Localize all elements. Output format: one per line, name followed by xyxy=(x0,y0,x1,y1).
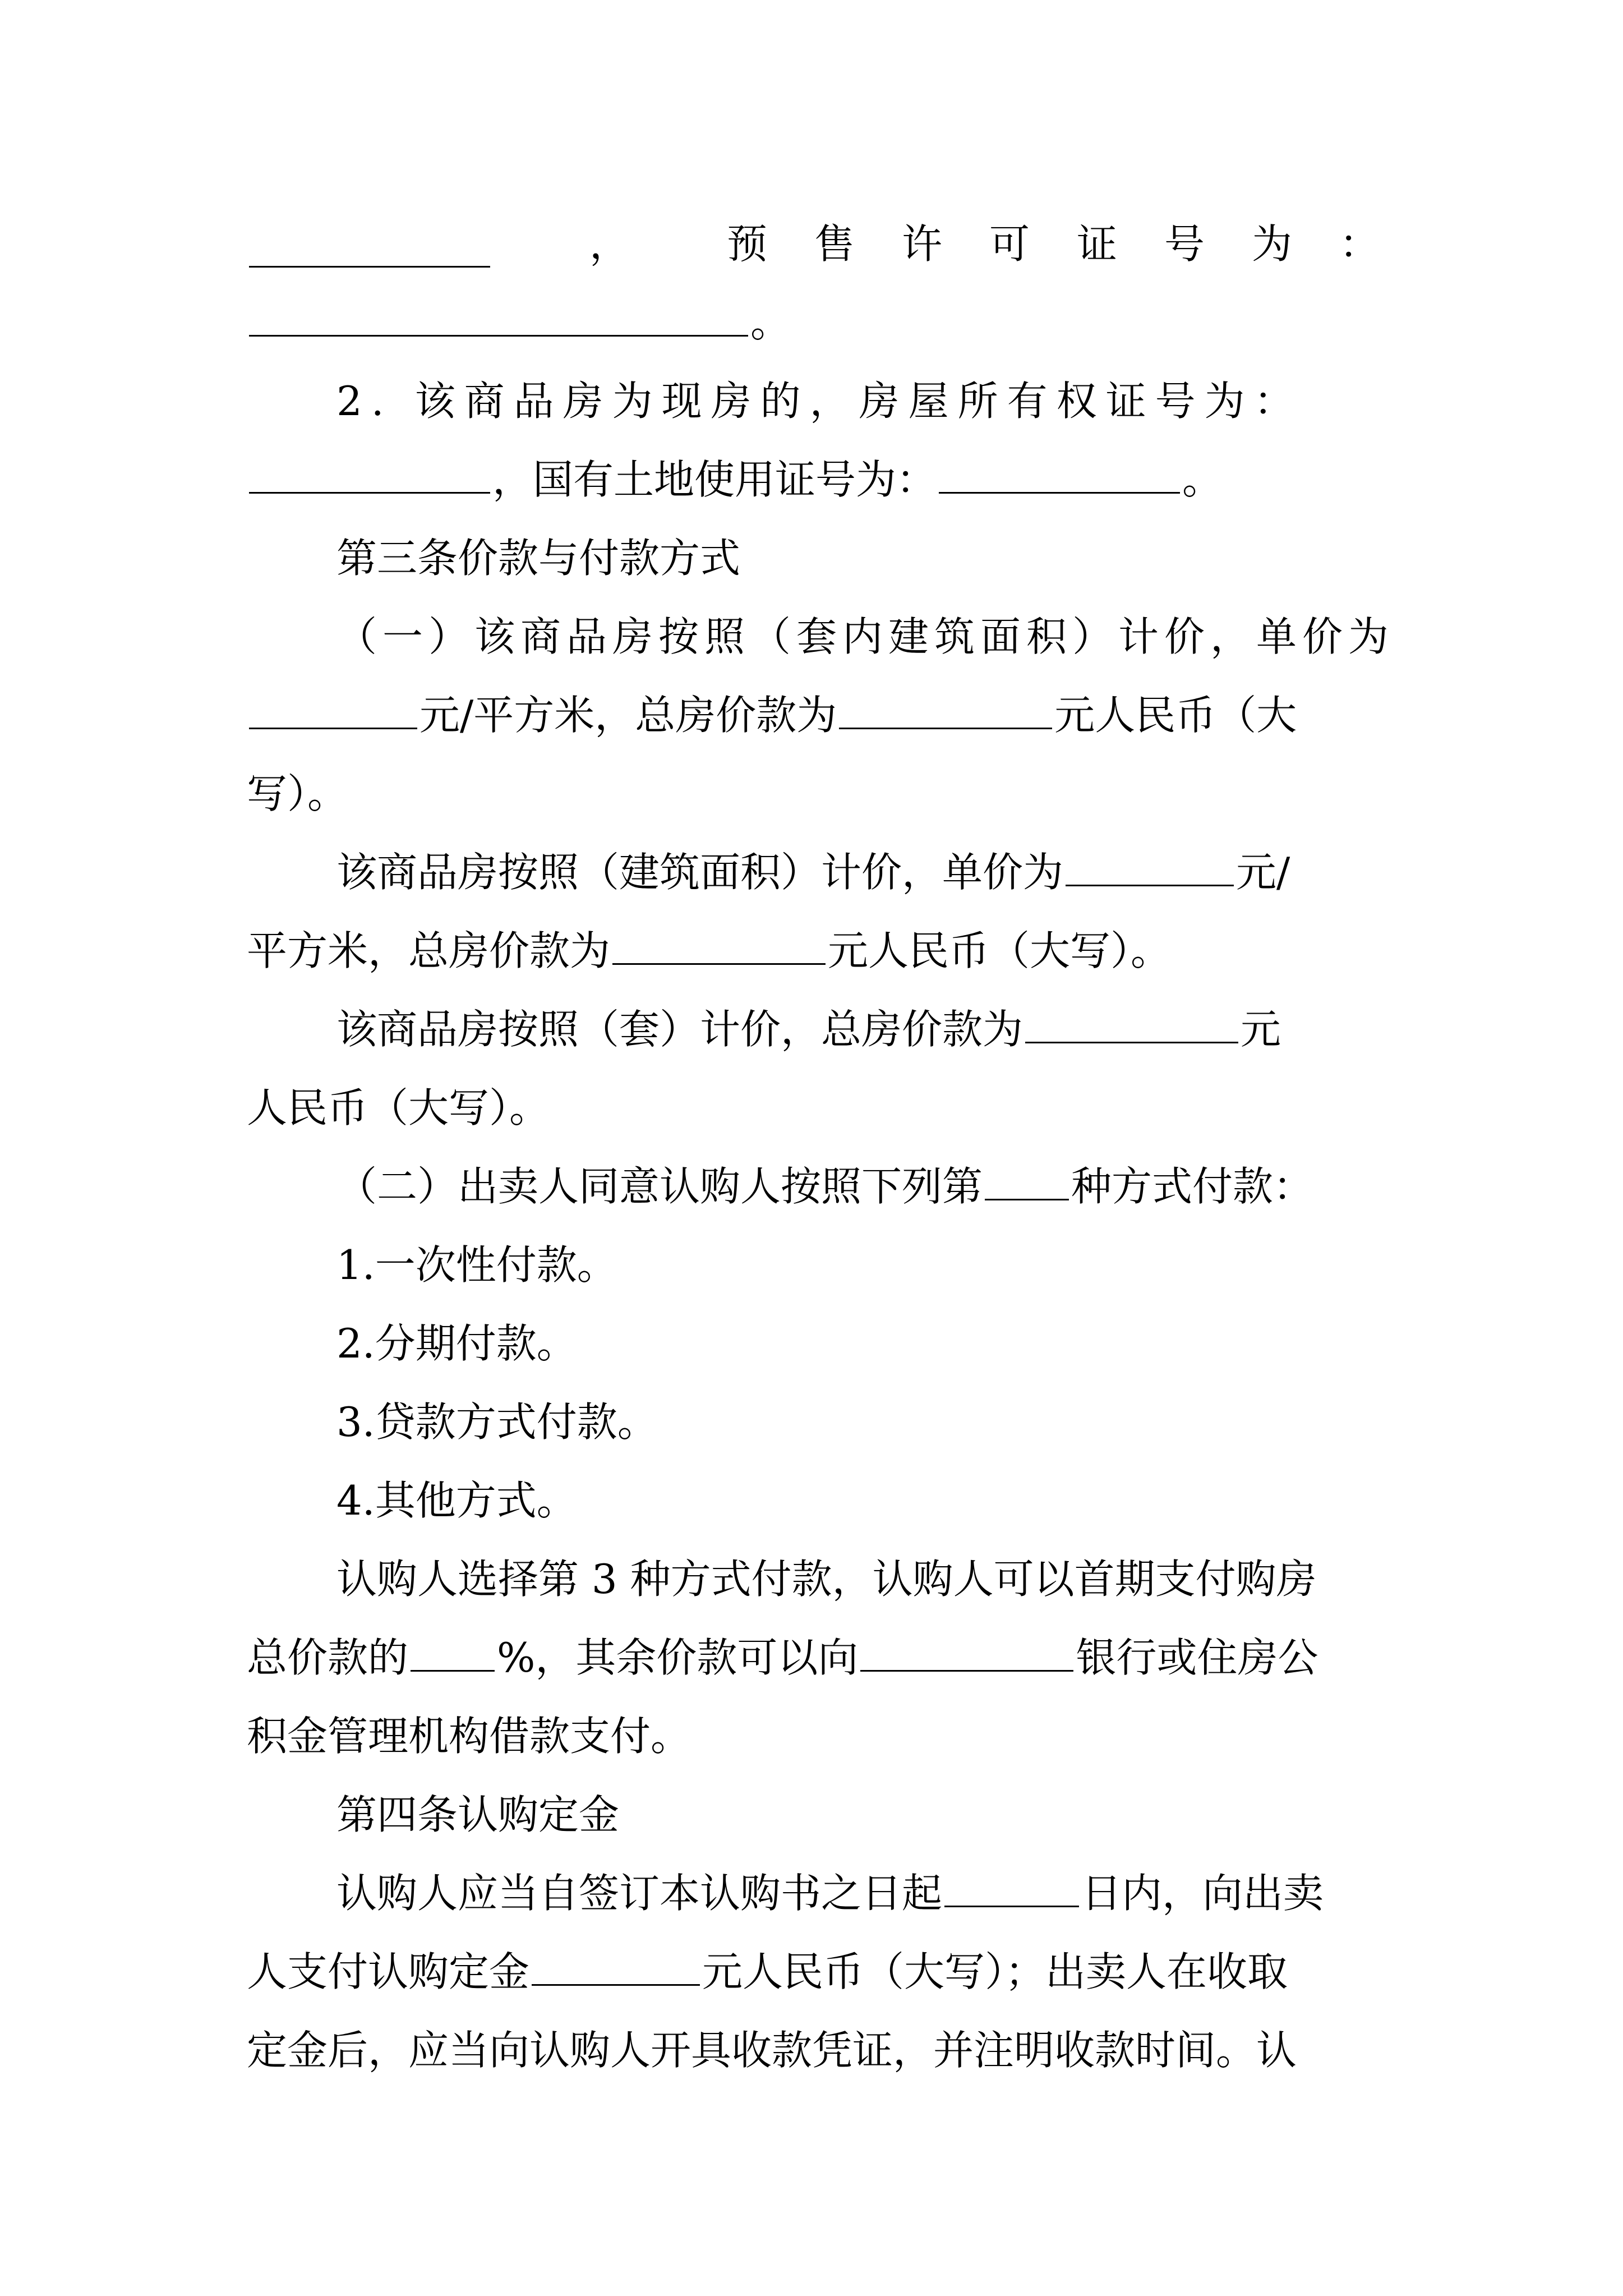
deposit-amount-text: 元人民币（大写）；出卖人在收取 xyxy=(702,1948,1288,1995)
building-unit-text: 元/ xyxy=(1236,849,1290,896)
line-price-inner-area: （一）该商品房按照（套内建筑面积）计价，单价为 xyxy=(336,613,1395,660)
per-unit-text: 该商品房按照（套）计价，总房价款为 xyxy=(336,1006,1023,1053)
line-rmb-uppercase: 人民币（大写）。 xyxy=(247,1084,550,1131)
payment-choice-text: （二）出卖人同意认购人按照下列第 xyxy=(336,1163,983,1210)
line-deposit-deadline xyxy=(336,1854,1380,1932)
building-total-text: 元人民币（大写）。 xyxy=(828,927,1172,974)
line-existing-house: 2. 该商品房为现房的，房屋所有权证号为： xyxy=(336,378,1303,425)
line-presale-number xyxy=(247,283,1380,362)
deposit-amount-label: 人支付认购定金 xyxy=(247,1948,530,1995)
payment-choice-blank xyxy=(985,1154,1069,1200)
bank-fund-text: 银行或住房公 xyxy=(1076,1634,1318,1681)
line-price-building-area xyxy=(336,833,1380,912)
payment-choice-end: 种方式付款： xyxy=(1071,1163,1314,1210)
line-uppercase-close: 写）。 xyxy=(247,770,348,817)
presale-number-blank xyxy=(249,290,748,337)
building-unit-price-blank xyxy=(1066,840,1234,886)
article-three-heading: 第三条价款与付款方式 xyxy=(336,535,741,582)
line-unit-price-total xyxy=(247,676,1380,754)
land-cert-label: ，国有土地使用证号为： xyxy=(492,456,937,503)
down-payment-percent-blank xyxy=(411,1625,495,1672)
down-payment-label: 总价款的 xyxy=(247,1634,409,1681)
land-cert-blank xyxy=(939,447,1180,494)
line-loan-choice: 认购人选择第 3 种方式付款，认购人可以首期支付购房 xyxy=(336,1556,1317,1603)
total-price-text: 元人民币（大 xyxy=(1054,692,1297,739)
unit-price-text: 元/平方米，总房价款为 xyxy=(419,692,837,739)
payment-option-2: 2.分期付款。 xyxy=(336,1320,577,1367)
total-price-blank xyxy=(839,683,1052,729)
line-payment-method-choice xyxy=(336,1147,1380,1226)
presale-blank-a xyxy=(249,221,490,268)
per-unit-total-blank xyxy=(1025,997,1238,1043)
line-building-total xyxy=(247,912,1380,990)
payment-option-3: 3.贷款方式付款。 xyxy=(336,1398,658,1446)
building-area-text: 该商品房按照（建筑面积）计价，单价为 xyxy=(336,849,1064,896)
presale-comma: ， xyxy=(589,220,630,268)
presale-permit-label: 预售许可证号为： xyxy=(726,220,1427,268)
land-cert-end: 。 xyxy=(1182,456,1223,503)
line-presale-permit xyxy=(247,205,1427,283)
line-receipt: 定金后，应当向认购人开具收款凭证，并注明收款时间。认 xyxy=(247,2027,1297,2074)
line-price-per-unit xyxy=(336,990,1380,1069)
per-unit-yuan: 元 xyxy=(1241,1006,1281,1053)
line-fund-loan: 积金管理机构借款支付。 xyxy=(247,1713,691,1760)
deposit-days-blank xyxy=(944,1861,1079,1907)
deposit-deadline-end: 日内，向出卖 xyxy=(1081,1870,1324,1917)
bank-name-blank xyxy=(860,1625,1073,1672)
line-land-cert xyxy=(247,440,1380,519)
article-four-heading: 第四条认购定金 xyxy=(336,1791,620,1838)
presale-number-end: 。 xyxy=(750,299,791,346)
deposit-amount-blank xyxy=(532,1939,700,1986)
building-total-label: 平方米，总房价款为 xyxy=(247,927,611,974)
unit-price-blank xyxy=(249,683,417,729)
line-deposit-amount xyxy=(247,1932,1380,2011)
remaining-label: %，其余价款可以向 xyxy=(497,1634,859,1681)
building-total-blank xyxy=(612,918,826,965)
deposit-deadline-text: 认购人应当自签订本认购书之日起 xyxy=(336,1870,943,1917)
ownership-cert-blank xyxy=(249,447,490,494)
payment-option-4: 4.其他方式。 xyxy=(336,1477,577,1524)
payment-option-1: 1.一次性付款。 xyxy=(336,1241,617,1289)
line-down-payment xyxy=(247,1618,1380,1697)
